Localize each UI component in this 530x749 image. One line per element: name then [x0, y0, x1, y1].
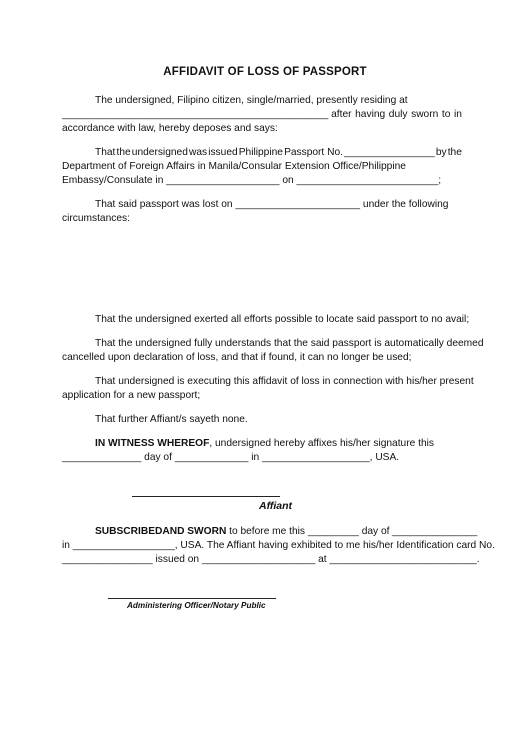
- word-in: in: [454, 109, 462, 120]
- sworn-city-blank[interactable]: __________________: [72, 540, 175, 551]
- sworn-day-of-label: day of: [358, 526, 393, 537]
- word-duly: duly: [388, 109, 408, 120]
- purpose-line-2: application for a new passport;: [62, 390, 201, 401]
- residence-line-3: accordance with law, hereby deposes and says:: [62, 123, 278, 134]
- sworn-month-blank[interactable]: _______________: [392, 526, 478, 537]
- witness-day-blank[interactable]: ______________: [62, 452, 142, 463]
- passport-line-1: [95, 146, 462, 159]
- word-having: having: [355, 109, 386, 120]
- affiant-caption: Affiant: [259, 500, 293, 512]
- efforts-line: That the undersigned exerted all efforts possible to locate said passport to no avail;: [95, 314, 470, 325]
- word-was: was: [188, 147, 208, 158]
- day-of-label: day of: [141, 452, 175, 463]
- word-issued: issued: [208, 147, 238, 158]
- sworn-text: to before me this: [226, 526, 308, 537]
- sworn-day-blank[interactable]: _________: [307, 526, 359, 537]
- sworn-heading: SUBSCRIBEDAND SWORN: [95, 526, 227, 537]
- usa-label: , USA.: [369, 452, 400, 463]
- witness-city-blank[interactable]: ___________________: [262, 452, 370, 463]
- sayeth-none-line: That further Affiant/s sayeth none.: [95, 414, 248, 425]
- officer-signature-line[interactable]: [108, 598, 276, 599]
- residence-line-2: [62, 108, 462, 121]
- witness-month-blank[interactable]: _____________: [174, 452, 249, 463]
- sworn-line-2: [62, 539, 495, 552]
- issue-date-blank[interactable]: _________________________: [296, 175, 439, 186]
- lost-date-blank[interactable]: ______________________: [235, 199, 361, 210]
- purpose-line-1: That undersigned is executing this affidavit of loss in connection with his/her present: [95, 376, 474, 387]
- cancel-line-2: cancelled upon declaration of loss, and that if found, it can no longer be used;: [62, 352, 412, 363]
- on-label: on: [279, 175, 297, 186]
- word-the: the: [116, 147, 131, 158]
- passport-number-blank[interactable]: ________________: [344, 147, 435, 158]
- document-title: AFFIDAVIT OF LOSS OF PASSPORT: [163, 66, 367, 78]
- witness-heading: IN WITNESS WHEREOF: [95, 438, 210, 449]
- witness-text: , undersigned hereby affixes his/her signature this: [209, 438, 434, 449]
- passport-line-2: Department of Foreign Affairs in Manila/Consular Extension Office/Philippine: [62, 161, 406, 172]
- id-number-blank[interactable]: ________________: [62, 554, 153, 565]
- residence-blank[interactable]: _______________________________________________: [62, 109, 329, 120]
- officer-caption: Administering Officer/Notary Public: [127, 601, 266, 610]
- in-label: in: [248, 452, 262, 463]
- lost-line-1: [95, 198, 448, 211]
- semicolon: ;: [438, 175, 442, 186]
- word-by: by: [435, 147, 447, 158]
- period: .: [476, 554, 480, 565]
- cancel-line-1: That the undersigned fully understands that the said passport is automatically deemed: [95, 338, 484, 349]
- issued-on-label: issued on: [152, 554, 202, 565]
- word-after: after: [331, 109, 352, 120]
- at-label: at: [315, 554, 330, 565]
- id-issue-place-blank[interactable]: __________________________: [329, 554, 477, 565]
- word-that: That: [95, 147, 116, 158]
- word-undersigned: undersigned: [131, 147, 188, 158]
- word-sworn: sworn: [411, 109, 439, 120]
- word-to: to: [441, 109, 451, 120]
- passport-line-3: [62, 174, 441, 187]
- word-the-2: the: [447, 147, 462, 158]
- issuing-place-blank[interactable]: ____________________: [166, 175, 280, 186]
- word-philippine: Philippine: [238, 147, 283, 158]
- sworn-line-1: [95, 525, 477, 538]
- embassy-label: Embassy/Consulate in: [62, 175, 167, 186]
- identification-text: , USA. The Affiant having exhibited to me his/her Identification card No.: [174, 540, 495, 551]
- sworn-line-3: [62, 553, 480, 566]
- affiant-signature-line[interactable]: [132, 496, 280, 497]
- witness-line-1: [95, 437, 434, 450]
- lost-label: That said passport was lost on: [95, 199, 236, 210]
- sworn-in-label: in: [62, 540, 73, 551]
- witness-line-2: [62, 451, 399, 464]
- circumstances-label: under the following: [360, 199, 449, 210]
- lost-line-2: circumstances:: [62, 213, 130, 224]
- residence-line-1: The undersigned, Filipino citizen, single/married, presently residing at: [95, 95, 408, 106]
- id-issue-date-blank[interactable]: ____________________: [201, 554, 316, 565]
- word-passport-no: Passport No.: [284, 147, 343, 158]
